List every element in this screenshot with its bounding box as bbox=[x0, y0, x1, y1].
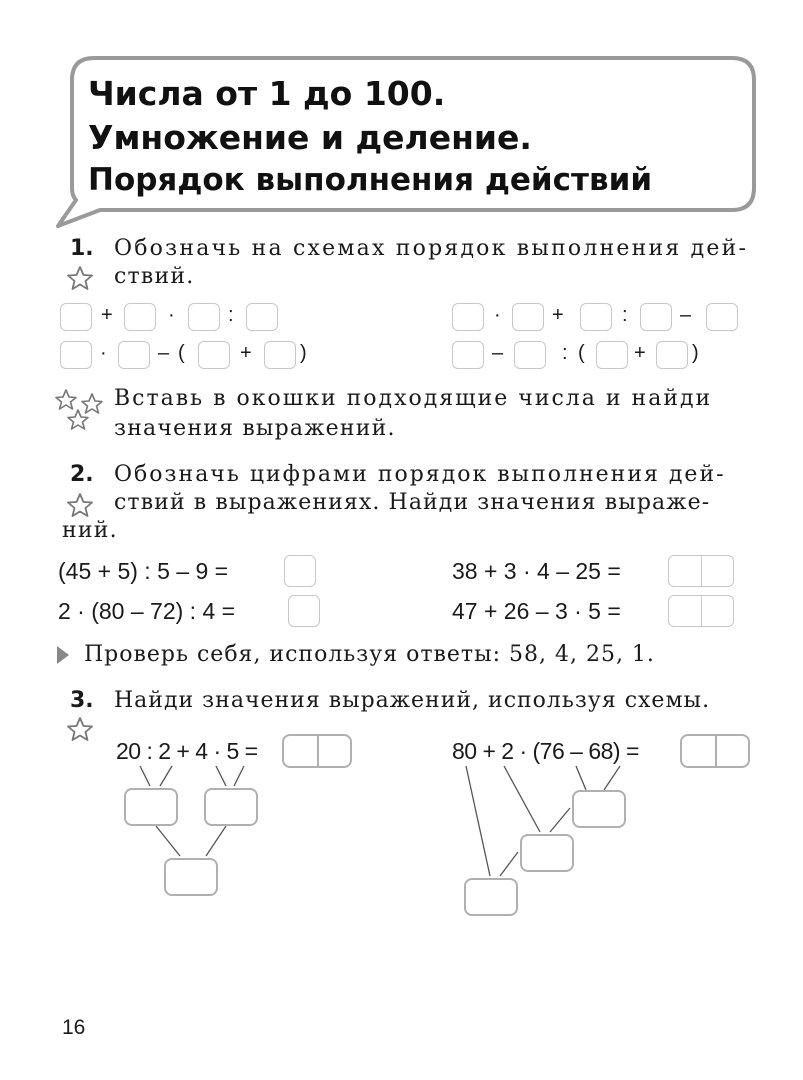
scheme-op: – bbox=[492, 342, 504, 364]
task-3-text: Найди значения выражений, используя схемы. bbox=[114, 688, 711, 713]
task-1-text-line-1: Обозначь на схемах порядок выполнения дей- bbox=[114, 236, 749, 261]
page-number: 16 bbox=[62, 1016, 86, 1039]
task-1-text-line-2: ствий. bbox=[114, 264, 195, 289]
scheme-box[interactable] bbox=[204, 788, 258, 826]
scheme-op: : bbox=[562, 342, 568, 364]
scheme-op: : bbox=[228, 304, 234, 326]
scheme-op: + bbox=[101, 304, 113, 326]
scheme-op: · bbox=[168, 304, 175, 326]
title-line-2: Умножение и деление. bbox=[88, 118, 532, 157]
title-line-3: Порядок выполнения действий bbox=[88, 162, 653, 198]
title-line-1: Числа от 1 до 100. bbox=[88, 74, 446, 113]
task-3-number: 3. bbox=[70, 688, 94, 713]
scheme-op: – bbox=[680, 304, 692, 326]
task-3-expression-2: 80 + 2 · (76 – 68) = bbox=[452, 738, 639, 764]
scheme-box[interactable] bbox=[520, 834, 574, 872]
task-2-expression-3: 38 + 3 · 4 – 25 = bbox=[452, 558, 621, 584]
scheme-op: ( bbox=[178, 342, 185, 364]
task-1-extra-line-1: Вставь в окошки подходящие числа и найди bbox=[114, 386, 713, 411]
task-2-text-line-1: Обозначь цифрами порядок выполнения дей- bbox=[114, 462, 726, 487]
scheme-op: ( bbox=[578, 342, 585, 364]
scheme-op: – bbox=[158, 342, 170, 364]
check-yourself-text: Проверь себя, используя ответы: 58, 4, 25, 1. bbox=[84, 642, 655, 667]
task-1-extra-line-2: значения выражений. bbox=[114, 416, 396, 441]
task-2-expression-2: 2 · (80 – 72) : 4 = bbox=[58, 598, 236, 624]
task-2-number: 2. bbox=[70, 462, 94, 487]
scheme-box[interactable] bbox=[464, 878, 518, 916]
scheme-op: + bbox=[240, 342, 252, 364]
task-2-text-line-2: ствий в выражениях. Найди значения выраже- bbox=[114, 490, 711, 515]
scheme-op: : bbox=[622, 304, 628, 326]
task-2-text-line-3: ний. bbox=[62, 518, 118, 543]
task-2-expression-1: (45 + 5) : 5 – 9 = bbox=[58, 558, 229, 584]
scheme-op: + bbox=[552, 304, 564, 326]
scheme-op: · bbox=[494, 304, 501, 326]
scheme-box[interactable] bbox=[164, 858, 218, 896]
task-1-number: 1. bbox=[70, 236, 94, 261]
scheme-box[interactable] bbox=[124, 788, 178, 826]
scheme-box[interactable] bbox=[572, 790, 626, 828]
task-2-expression-4: 47 + 26 – 3 · 5 = bbox=[452, 598, 621, 624]
scheme-op: · bbox=[100, 342, 107, 364]
task-3-expression-1: 20 : 2 + 4 · 5 = bbox=[116, 738, 258, 764]
scheme-op: ) bbox=[692, 342, 699, 364]
scheme-op: + bbox=[634, 342, 646, 364]
scheme-op: ) bbox=[300, 342, 307, 364]
